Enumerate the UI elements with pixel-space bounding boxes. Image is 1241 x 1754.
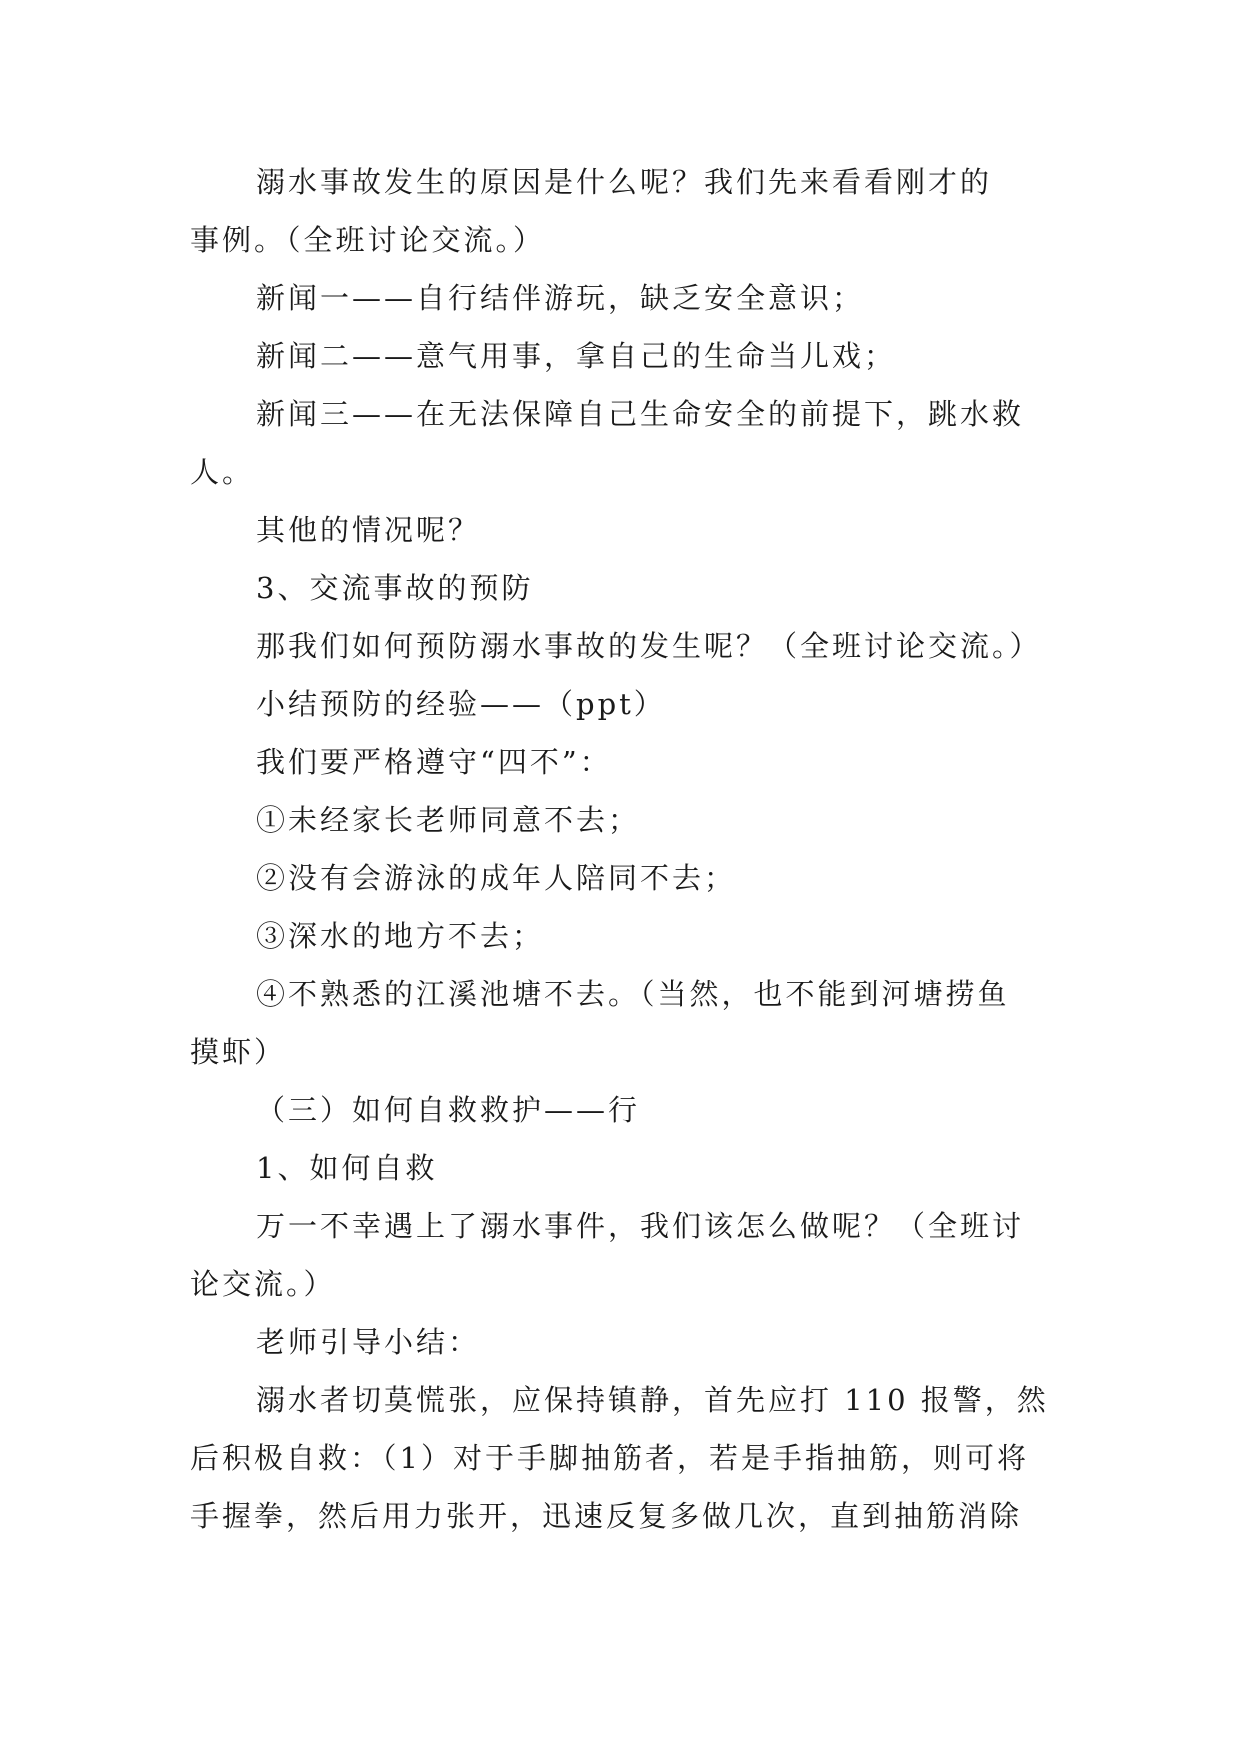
paragraph-line: 新闻二——意气用事，拿自己的生命当儿戏；: [256, 339, 897, 373]
paragraph-line: 那我们如何预防溺水事故的发生呢？（全班讨论交流。）: [256, 629, 1042, 663]
paragraph-line: 论交流。）: [190, 1267, 336, 1301]
list-item: 摸虾）: [190, 1035, 287, 1069]
paragraph-line: 手握拳，然后用力张开，迅速反复多做几次，直到抽筋消除: [190, 1499, 1023, 1533]
paragraph-line: 后积极自救：（1）对于手脚抽筋者，若是手指抽筋，则可将: [190, 1441, 1029, 1475]
document-body: [190, 153, 1052, 1545]
section-heading: （三）如何自救救护——行: [256, 1093, 641, 1127]
paragraph-line: 事例。（全班讨论交流。）: [190, 223, 546, 257]
paragraph-line: 溺水者切莫慌张，应保持镇静，首先应打 110 报警，然: [256, 1383, 1049, 1417]
list-item: ④不熟悉的江溪池塘不去。（当然，也不能到河塘捞鱼: [256, 977, 1010, 1011]
paragraph-line: 新闻三——在无法保障自己生命安全的前提下，跳水救: [256, 397, 1025, 431]
list-item: ③深水的地方不去；: [256, 919, 545, 953]
paragraph-line: 溺水事故发生的原因是什么呢？我们先来看看刚才的: [256, 165, 993, 199]
section-heading: 3、交流事故的预防: [256, 571, 534, 605]
section-heading: 1、如何自救: [256, 1151, 438, 1185]
list-item: ②没有会游泳的成年人陪同不去；: [256, 861, 737, 895]
list-item: ①未经家长老师同意不去；: [256, 803, 641, 837]
paragraph-line: 我们要严格遵守“四不”：: [256, 745, 612, 779]
paragraph-line: 万一不幸遇上了溺水事件，我们该怎么做呢？（全班讨: [256, 1209, 1025, 1243]
paragraph-line: 老师引导小结：: [256, 1325, 481, 1359]
paragraph-line: 人。: [190, 455, 255, 489]
paragraph-line: 其他的情况呢？: [256, 513, 481, 547]
paragraph-line: 新闻一——自行结伴游玩，缺乏安全意识；: [256, 281, 865, 315]
paragraph-line: 小结预防的经验——（ppt）: [256, 687, 666, 721]
